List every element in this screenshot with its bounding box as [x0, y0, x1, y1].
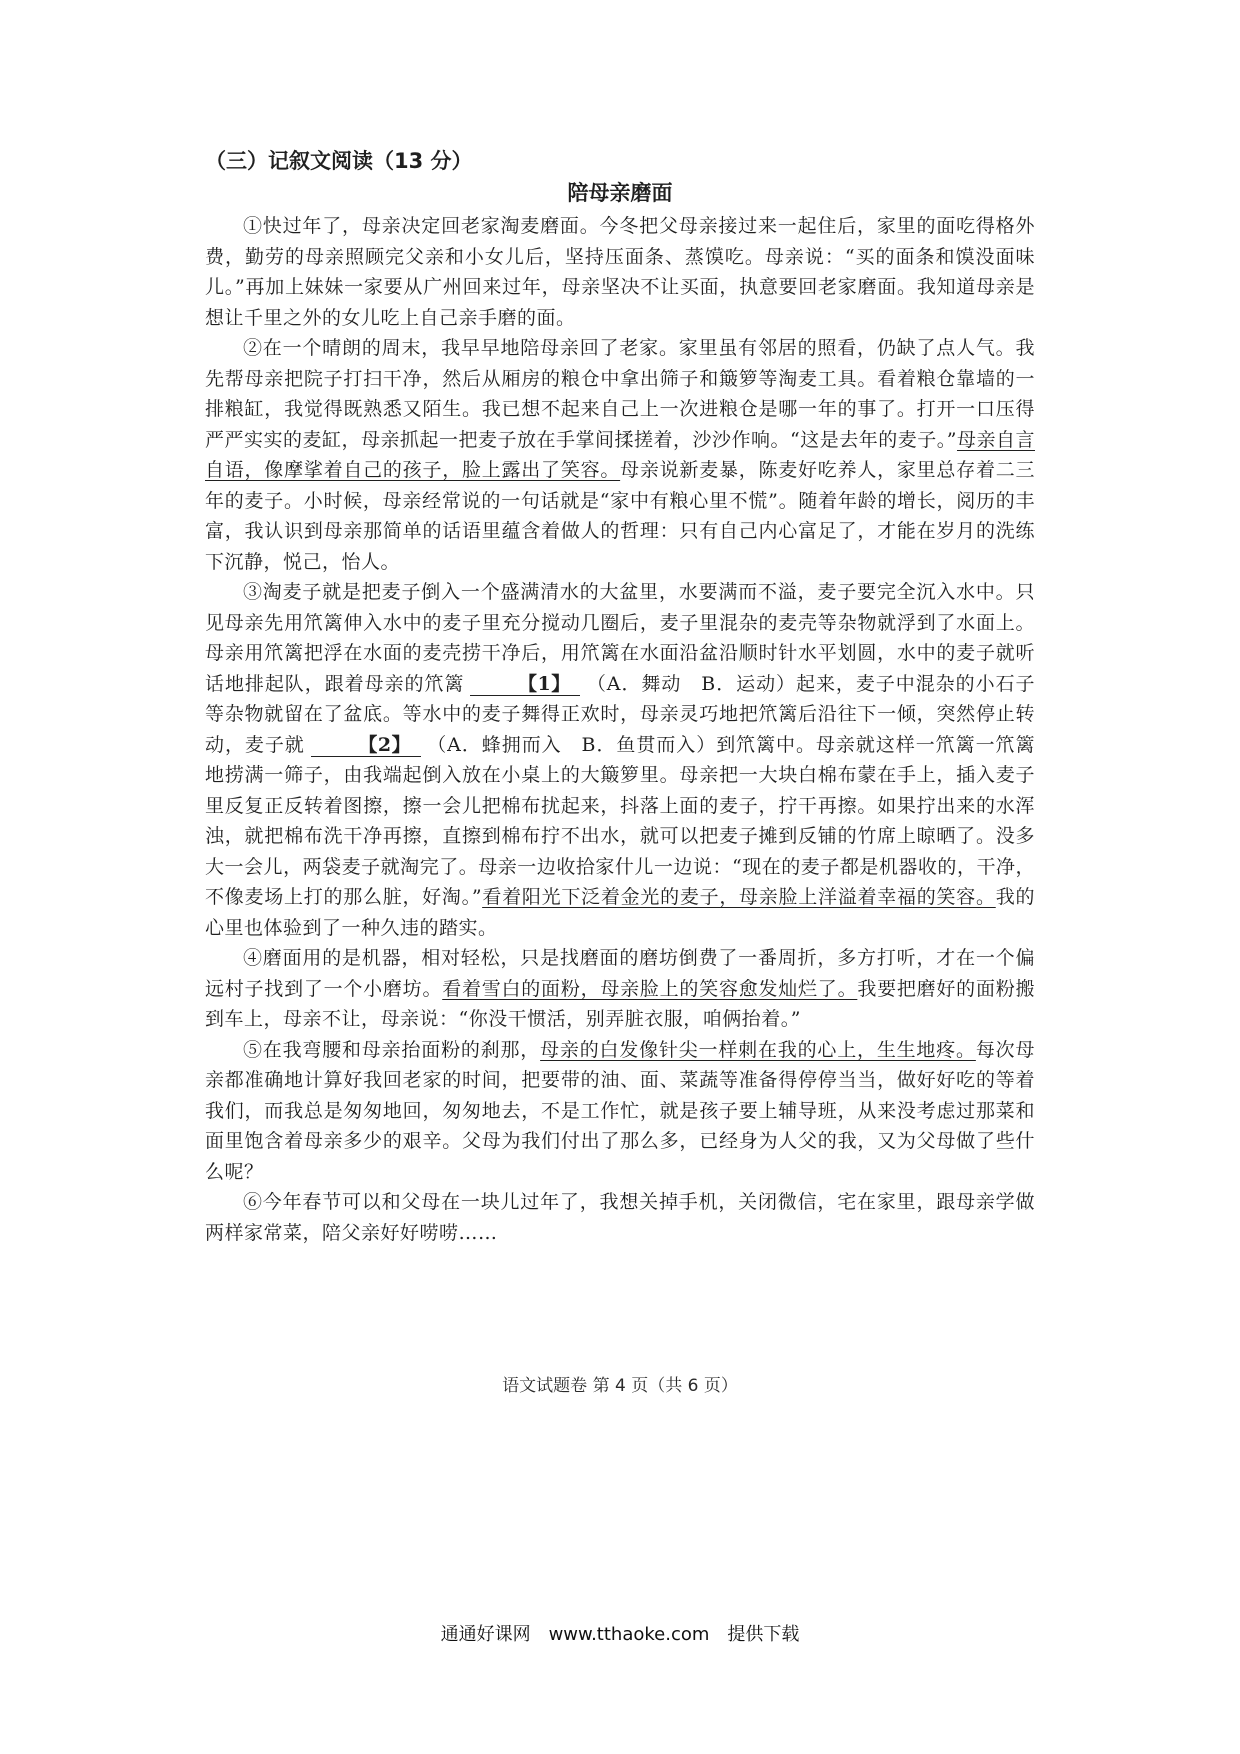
paragraph-5: [205, 1035, 1035, 1188]
paragraph-1: ①快过年了，母亲决定回老家淘麦磨面。今冬把父母亲接过来一起住后，家里的面吃得格外费，勤劳的母亲照顾完父亲和小女儿后，坚持压面条、蒸馍吃。母亲说：“买的面条和馍没面味儿。”再加上妹妹一家要从广州回来过年，母亲坚决不让买面，执意要回老家磨面。我知道母亲是想让千里之外的女儿吃上自己亲手磨的面。: [205, 215, 1035, 329]
paragraph-3-underlined: 看着阳光下泛着金光的麦子，母亲脸上洋溢着幸福的笑容。: [482, 886, 996, 908]
page-footer: 语文试题卷 第 4 页（共 6 页）: [502, 1376, 738, 1396]
paragraph-6: ⑥今年春节可以和父母在一块儿过年了，我想关掉手机，关闭微信，宅在家里，跟母亲学做两样家常菜，陪父亲好好唠唠……: [205, 1191, 1035, 1244]
paragraph-4-underlined: 看着雪白的面粉，母亲脸上的笑容愈发灿烂了。: [442, 977, 858, 1000]
paragraph-3-text-d: 我的心里也体验到了一种久违的踏实。: [205, 886, 1035, 939]
section-heading: （三）记叙文阅读（13 分）: [205, 149, 473, 173]
paragraph-5-underlined: 母亲的白发像针尖一样刺在我的心上，生生地疼。: [540, 1038, 976, 1061]
paragraph-2: [205, 333, 1035, 577]
blank-1: 【1】: [470, 673, 580, 696]
paragraph-4-text-a: ④磨面用的是机器，相对轻松，只是找磨面的磨坊倒费了一番周折，多方打听，才在一个偏远村子找到了一个小磨坊。: [205, 947, 1035, 1000]
paragraph-5-text-b: 每次母亲都准确地计算好我回老家的时间，把要带的油、面、菜蔬等准备得停停当当，做好好吃的等着我们，而我总是匆匆地回，匆匆地去，不是工作忙，就是孩子要上辅导班，从来没考虑过那菜和面里饱含着母亲多少的艰辛。父母为我们付出了那么多，已经身为人父的我，又为父母做了些什么呢？: [205, 1038, 1035, 1183]
reading-section: [205, 146, 1035, 1248]
article-title: 陪母亲磨面: [567, 181, 673, 205]
paragraph-2-text-b: 母亲说新麦暴，陈麦好吃养人，家里总存着二三年的麦子。小时候，母亲经常说的一句话就是“家中有粮心里不慌”。随着年龄的增长，阅历的丰富，我认识到母亲那简单的话语里蕴含着做人的哲理：只有自己内心富足了，才能在岁月的洗练下沉静，悦己，怡人。: [205, 459, 1035, 573]
paragraph-3-text-a: ③淘麦子就是把麦子倒入一个盛满清水的大盆里，水要满而不溢，麦子要完全沉入水中。只见母亲先用笊篱伸入水中的麦子里充分搅动几圈后，麦子里混杂的麦壳等杂物就浮到了水面上。母亲用笊篱把浮在水面的麦壳捞干净后，用笊篱在水面沿盆沿顺时针水平划圆，水中的麦子就听话地排起队，跟着母亲的笊篱: [205, 581, 1035, 695]
paragraph-5-text-a: ⑤在我弯腰和母亲抬面粉的刹那，: [243, 1038, 541, 1061]
paragraph-2-text-a: ②在一个晴朗的周末，我早早地陪母亲回了老家。家里虽有邻居的照看，仍缺了点人气。我先帮母亲把院子打扫干净，然后从厢房的粮仓中拿出筛子和簸箩等淘麦工具。看着粮仓靠墙的一排粮缸，我觉得既熟悉又陌生。我已想不起来自己上一次进粮仓是哪一年的事了。打开一口压得严严实实的麦缸，母亲抓起一把麦子放在手掌间揉搓着，沙沙作响。“这是去年的麦子。”: [205, 337, 1035, 451]
paragraph-3-text-c: （A．蜂拥而入 B．鱼贯而入）到笊篱中。母亲就这样一笊篱一笊篱地捞满一筛子，由我端起倒入放在小桌上的大簸箩里。母亲把一大块白棉布蒙在手上，插入麦子里反复正反转着图擦，擦一会儿把棉布扰起来，抖落上面的麦子，拧干再擦。如果拧出来的水浑浊，就把棉布洗干净再擦，直擦到棉布拧不出水，就可以把麦子摊到反铺的竹席上晾晒了。没多大一会儿，两袋麦子就淘完了。母亲一边收拾家什儿一边说：“现在的麦子都是机器收的，干净，不像麦场上打的那么脏，好淘。”: [205, 733, 1035, 908]
paragraph-4-text-b: 我要把磨好的面粉搬到车上，母亲不让，母亲说：“你没干惯活，别弄脏衣服，咱俩抬着。”: [205, 977, 1035, 1030]
blank-2: 【2】: [311, 734, 421, 757]
paragraph-2-underlined: 母亲自言自语，像摩挲着自己的孩子，脸上露出了笑容。: [205, 428, 1035, 481]
paragraph-3: [205, 577, 1035, 943]
download-watermark: 通通好课网 www.tthaoke.com 提供下载: [440, 1624, 800, 1645]
paragraph-3-text-b: （A．舞动 B．运动）起来，麦子中混杂的小石子等杂物就留在了盆底。等水中的麦子舞得正欢时，母亲灵巧地把笊篱后沿往下一倾，突然停止转动，麦子就: [205, 672, 1035, 756]
paragraph-4: [205, 943, 1035, 1035]
